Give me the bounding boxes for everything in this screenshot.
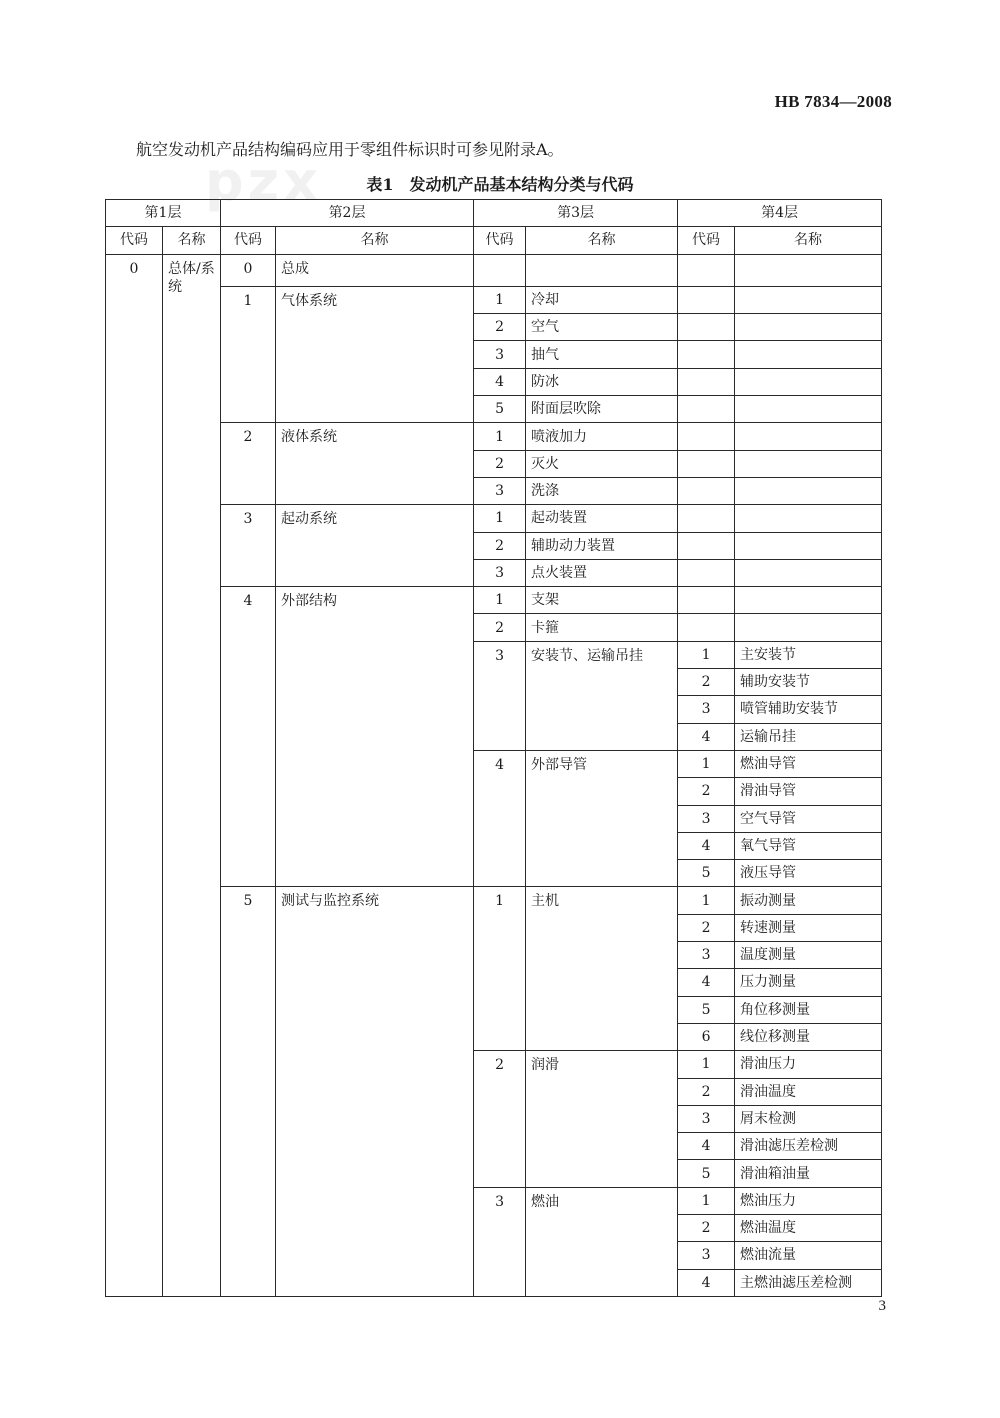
l2-code: 5 xyxy=(221,887,276,1296)
empty-name-cell xyxy=(735,423,882,450)
l3-code: 3 xyxy=(474,1187,526,1296)
l3-code: 1 xyxy=(474,286,526,313)
l3-code: 1 xyxy=(474,423,526,450)
empty-name-cell xyxy=(735,341,882,368)
l3-code: 1 xyxy=(474,587,526,614)
l4-code: 1 xyxy=(678,1051,735,1078)
col-header-name: 名称 xyxy=(276,227,474,254)
empty-name-cell xyxy=(735,614,882,641)
empty-code-cell xyxy=(678,368,735,395)
empty-code-cell xyxy=(678,614,735,641)
l3-code: 2 xyxy=(474,1051,526,1187)
empty-code-cell xyxy=(678,477,735,504)
l4-code: 3 xyxy=(678,1242,735,1269)
l3-name: 润滑 xyxy=(526,1051,678,1187)
l3-name: 点火装置 xyxy=(526,559,678,586)
empty-code-cell xyxy=(678,396,735,423)
l3-code: 3 xyxy=(474,341,526,368)
l2-name: 起动系统 xyxy=(276,505,474,587)
l4-code: 4 xyxy=(678,1133,735,1160)
l3-name: 洗涤 xyxy=(526,477,678,504)
l3-name: 卡箍 xyxy=(526,614,678,641)
structure-code-table xyxy=(105,199,882,1297)
empty-name-cell xyxy=(735,396,882,423)
l3-name: 抽气 xyxy=(526,341,678,368)
l3-code: 2 xyxy=(474,532,526,559)
empty-code-cell xyxy=(474,254,526,286)
table-row xyxy=(106,423,882,450)
empty-name-cell xyxy=(735,254,882,286)
l4-code: 4 xyxy=(678,832,735,859)
l1-name: 总体/系统 xyxy=(163,254,221,1296)
l3-code: 5 xyxy=(474,396,526,423)
l3-name: 安装节、运输吊挂 xyxy=(526,641,678,750)
empty-name-cell xyxy=(735,286,882,313)
l4-code: 5 xyxy=(678,1160,735,1187)
empty-code-cell xyxy=(678,559,735,586)
l4-code: 2 xyxy=(678,778,735,805)
empty-name-cell xyxy=(735,314,882,341)
empty-name-cell xyxy=(735,559,882,586)
empty-name-cell xyxy=(526,254,678,286)
intro-paragraph: 航空发动机产品结构编码应用于零组件标识时可参见附录A。 xyxy=(136,140,564,159)
l4-name: 主燃油滤压差检测 xyxy=(735,1269,882,1296)
l4-name: 燃油流量 xyxy=(735,1242,882,1269)
l4-code: 5 xyxy=(678,860,735,887)
col-header-name: 名称 xyxy=(526,227,678,254)
l3-name: 外部导管 xyxy=(526,750,678,886)
l3-code: 4 xyxy=(474,750,526,886)
l4-name: 转速测量 xyxy=(735,914,882,941)
l3-code: 2 xyxy=(474,450,526,477)
table-row xyxy=(106,286,882,313)
l4-code: 5 xyxy=(678,996,735,1023)
empty-code-cell xyxy=(678,450,735,477)
l3-code: 4 xyxy=(474,368,526,395)
l3-name: 起动装置 xyxy=(526,505,678,532)
l4-name: 线位移测量 xyxy=(735,1023,882,1050)
watermark: pzx xyxy=(205,150,322,213)
l4-name: 氧气导管 xyxy=(735,832,882,859)
l4-code: 6 xyxy=(678,1023,735,1050)
l4-code: 2 xyxy=(678,669,735,696)
empty-code-cell xyxy=(678,341,735,368)
l2-name: 外部结构 xyxy=(276,587,474,887)
l4-code: 4 xyxy=(678,1269,735,1296)
col-header-code: 代码 xyxy=(106,227,163,254)
l3-code: 3 xyxy=(474,641,526,750)
l4-code: 1 xyxy=(678,750,735,777)
l3-code: 1 xyxy=(474,887,526,1051)
empty-code-cell xyxy=(678,505,735,532)
l4-name: 滑油压力 xyxy=(735,1051,882,1078)
empty-name-cell xyxy=(735,532,882,559)
l4-name: 滑油箱油量 xyxy=(735,1160,882,1187)
empty-name-cell xyxy=(735,368,882,395)
l4-name: 滑油温度 xyxy=(735,1078,882,1105)
table-row xyxy=(106,587,882,614)
table-row xyxy=(106,505,882,532)
l4-name: 空气导管 xyxy=(735,805,882,832)
empty-name-cell xyxy=(735,477,882,504)
document-code: HB 7834—2008 xyxy=(774,92,892,111)
table-caption: 表1 发动机产品基本结构分类与代码 xyxy=(366,175,634,194)
l4-name: 温度测量 xyxy=(735,942,882,969)
l3-code: 3 xyxy=(474,477,526,504)
l3-name: 附面层吹除 xyxy=(526,396,678,423)
l4-name: 喷管辅助安装节 xyxy=(735,696,882,723)
empty-code-cell xyxy=(678,423,735,450)
l4-name: 辅助安装节 xyxy=(735,669,882,696)
l1-code: 0 xyxy=(106,254,163,1296)
layer-header-4: 第4层 xyxy=(678,200,882,227)
l3-name: 喷液加力 xyxy=(526,423,678,450)
l4-name: 滑油导管 xyxy=(735,778,882,805)
table-row xyxy=(106,887,882,914)
col-header-name: 名称 xyxy=(735,227,882,254)
empty-code-cell xyxy=(678,286,735,313)
l4-code: 3 xyxy=(678,805,735,832)
l4-name: 压力测量 xyxy=(735,969,882,996)
l4-name: 液压导管 xyxy=(735,860,882,887)
empty-code-cell xyxy=(678,587,735,614)
l4-name: 燃油温度 xyxy=(735,1214,882,1241)
layer-header-1: 第1层 xyxy=(106,200,221,227)
col-header-code: 代码 xyxy=(221,227,276,254)
l2-code: 1 xyxy=(221,286,276,422)
empty-name-cell xyxy=(735,450,882,477)
l2-code: 3 xyxy=(221,505,276,587)
l4-code: 1 xyxy=(678,641,735,668)
l4-code: 3 xyxy=(678,696,735,723)
table-row xyxy=(106,200,882,227)
table-row xyxy=(106,254,882,286)
empty-name-cell xyxy=(735,587,882,614)
l4-code: 1 xyxy=(678,887,735,914)
l3-code: 1 xyxy=(474,505,526,532)
l4-code: 3 xyxy=(678,942,735,969)
l3-name: 灭火 xyxy=(526,450,678,477)
l3-name: 支架 xyxy=(526,587,678,614)
l2-name: 总成 xyxy=(276,254,474,286)
l2-name: 液体系统 xyxy=(276,423,474,505)
table-row xyxy=(106,227,882,254)
l2-code: 0 xyxy=(221,254,276,286)
l4-code: 2 xyxy=(678,1078,735,1105)
l2-code: 2 xyxy=(221,423,276,505)
l4-code: 3 xyxy=(678,1105,735,1132)
col-header-name: 名称 xyxy=(163,227,221,254)
empty-code-cell xyxy=(678,532,735,559)
l4-name: 角位移测量 xyxy=(735,996,882,1023)
l2-name: 气体系统 xyxy=(276,286,474,422)
l4-code: 1 xyxy=(678,1187,735,1214)
l4-name: 运输吊挂 xyxy=(735,723,882,750)
col-header-code: 代码 xyxy=(474,227,526,254)
l4-name: 屑末检测 xyxy=(735,1105,882,1132)
l4-code: 4 xyxy=(678,969,735,996)
l4-name: 振动测量 xyxy=(735,887,882,914)
l3-name: 燃油 xyxy=(526,1187,678,1296)
l3-name: 辅助动力装置 xyxy=(526,532,678,559)
l3-code: 2 xyxy=(474,314,526,341)
l4-name: 滑油滤压差检测 xyxy=(735,1133,882,1160)
l2-code: 4 xyxy=(221,587,276,887)
l4-name: 燃油压力 xyxy=(735,1187,882,1214)
l3-name: 主机 xyxy=(526,887,678,1051)
l3-code: 3 xyxy=(474,559,526,586)
l4-name: 主安装节 xyxy=(735,641,882,668)
l3-name: 空气 xyxy=(526,314,678,341)
empty-code-cell xyxy=(678,254,735,286)
col-header-code: 代码 xyxy=(678,227,735,254)
layer-header-3: 第3层 xyxy=(474,200,678,227)
layer-header-2: 第2层 xyxy=(221,200,474,227)
empty-code-cell xyxy=(678,314,735,341)
l4-name: 燃油导管 xyxy=(735,750,882,777)
l4-code: 4 xyxy=(678,723,735,750)
l3-name: 冷却 xyxy=(526,286,678,313)
page-number: 3 xyxy=(878,1298,886,1314)
l4-code: 2 xyxy=(678,1214,735,1241)
empty-name-cell xyxy=(735,505,882,532)
l2-name: 测试与监控系统 xyxy=(276,887,474,1296)
l3-name: 防冰 xyxy=(526,368,678,395)
l3-code: 2 xyxy=(474,614,526,641)
l4-code: 2 xyxy=(678,914,735,941)
